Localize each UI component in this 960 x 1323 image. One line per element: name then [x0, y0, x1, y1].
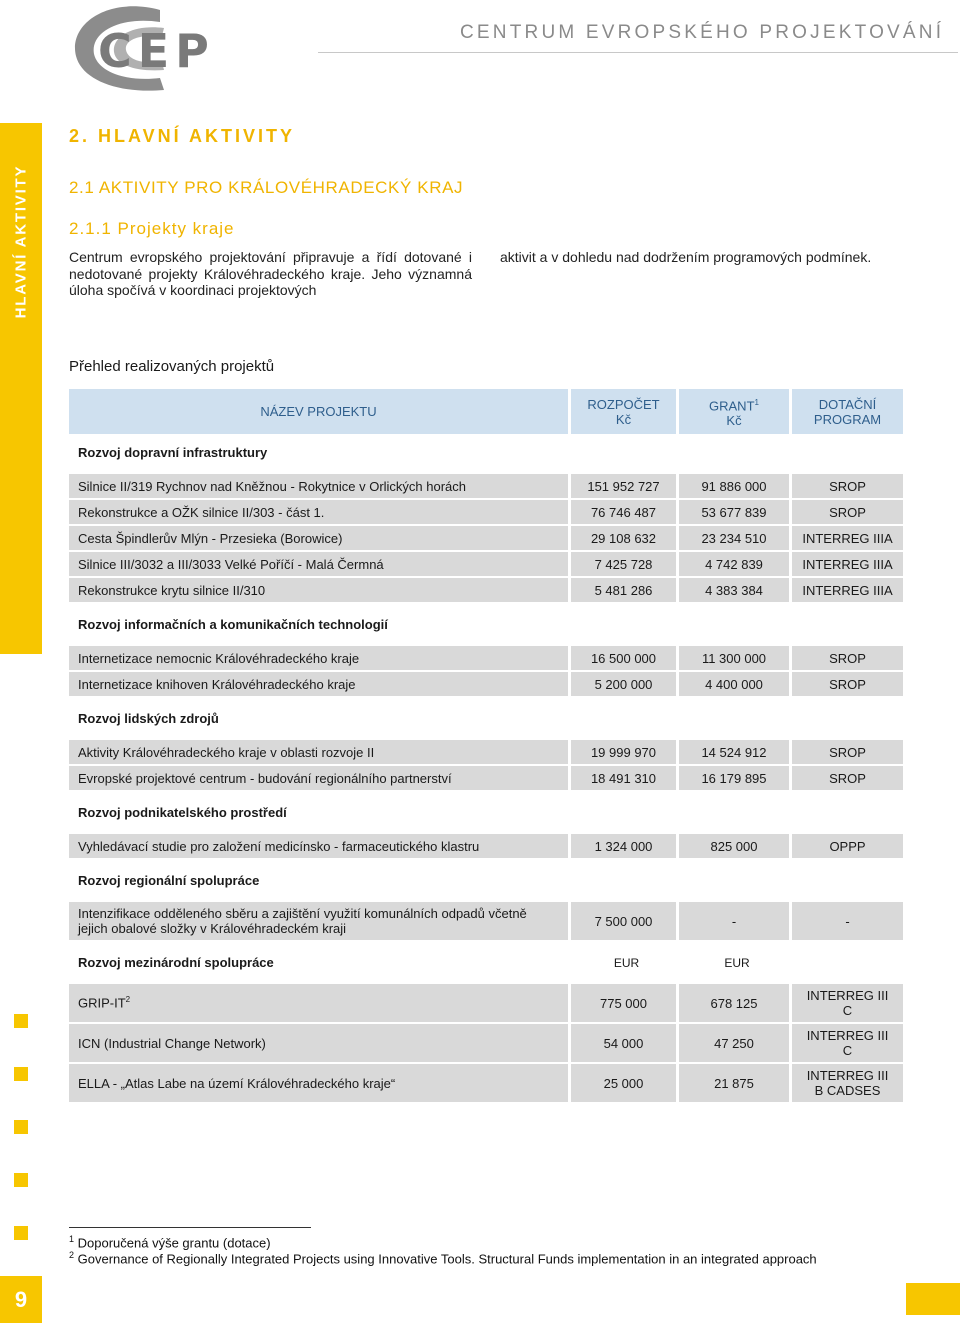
table-row: GRIP-$IT^2$ 775 000 678 125 INTERREG III C: [69, 982, 903, 1022]
category-row: Rozvoj regionální spolupráce: [78, 873, 260, 888]
category-row: Rozvoj informačních a komunikačních technologií: [78, 617, 388, 632]
logo-text: CEP: [98, 24, 215, 78]
table-row: Vyhledávací studie pro založení medicínsko - farmaceutického klastru 1 324 000 825 000 OPPP: [69, 832, 903, 858]
currency-grant: EUR: [724, 956, 750, 970]
table-row: Rekonstrukce a OŽK silnice II/303 - část 1. 76 746 487 53 677 839 SROP: [69, 498, 903, 524]
table-row: Silnice II/319 Rychnov nad Kněžnou - Rokytnice v Orlických horách 151 952 727 91 886 000 SROP: [69, 472, 903, 498]
table-row: Cesta Špindlerův Mlýn - Przesieka (Borowice) 29 108 632 23 234 510 INTERREG IIIA: [69, 524, 903, 550]
bullet-square: [14, 1226, 28, 1240]
footnote-2: $^2$ Governance of Regionally Integrated Projects using Innovative Tools. Structural Funds implementation in an integrated approach: [69, 1250, 817, 1267]
bullet-square: [14, 1120, 28, 1134]
category-row: Rozvoj lidských zdrojů: [78, 711, 219, 726]
footnote-divider: [69, 1227, 311, 1228]
header-name: NÁZEV PROJEKTU: [69, 389, 568, 434]
bullet-square: [14, 1067, 28, 1081]
footnote-1: $^1$ Doporučená výše grantu (dotace): [69, 1234, 271, 1251]
table-row: Silnice III/3032 a III/3033 Velké Poříčí - Malá Čermná 7 425 728 4 742 839 INTERREG IIIA: [69, 550, 903, 576]
page-number: 9: [0, 1276, 42, 1323]
currency-budget: EUR: [613, 956, 640, 970]
bullet-square: [14, 1173, 28, 1187]
intro-paragraph-left: Centrum evropského projektování připravuje a řídí dotované i nedotované projekty Královéhradeckého kraje. Jeho významná úloha spočívá v koordinaci projektových: [69, 249, 472, 298]
table-title: Přehled realizovaných projektů: [69, 358, 275, 375]
category-row: Rozvoj mezinárodní spolupráce EUR EUR: [69, 940, 903, 972]
heading-subsection: 2.1.1 Projekty kraje: [69, 219, 235, 238]
header-divider: [318, 52, 958, 53]
heading-main: 2. HLAVNÍ AKTIVITY: [69, 126, 296, 146]
intro-paragraph-right: aktivit a v dohledu nad dodržením programových podmínek.: [500, 249, 872, 265]
projects-table: [69, 389, 903, 1102]
table-row: Internetizace nemocnic Královéhradeckého kraje 16 500 000 11 300 000 SROP: [69, 644, 903, 670]
heading-section: 2.1 AKTIVITY PRO KRÁLOVÉHRADECKÝ KRAJ: [69, 178, 464, 197]
header-title: CENTRUM EVROPSKÉHO PROJEKTOVÁNÍ: [460, 22, 945, 43]
table-row: Aktivity Královéhradeckého kraje v oblasti rozvoje II 19 999 970 14 524 912 SROP: [69, 738, 903, 764]
table-row: Internetizace knihoven Královéhradeckého kraje 5 200 000 4 400 000 SROP: [69, 670, 903, 696]
table-row: Evropské projektové centrum - budování regionálního partnerství 18 491 310 16 179 895 SROP: [69, 764, 903, 790]
header-budget: ROZPOČET Kč: [568, 389, 676, 434]
bullet-square: [14, 1014, 28, 1028]
table-row: Rekonstrukce krytu silnice II/310 5 481 286 4 383 384 INTERREG IIIA: [69, 576, 903, 602]
category-row: Rozvoj dopravní infrastruktury: [78, 445, 268, 460]
table-header-row: [69, 389, 903, 434]
sidebar-tab: [0, 123, 42, 654]
header-grant: GRANT$^1$ Kč: [676, 389, 789, 434]
corner-block: [906, 1283, 960, 1315]
table-row: Intenzifikace odděleného sběru a zajištění využití komunálních odpadů včetně jejich obalové složky v Královéhradeckém kraji 7 500 000 - -: [69, 900, 903, 940]
category-row: Rozvoj podnikatelského prostředí: [78, 805, 287, 820]
header-program: DOTAČNÍ PROGRAM: [789, 389, 903, 434]
sidebar-label: HLAVNÍ AKTIVITY: [12, 164, 30, 319]
table-row: ICN (Industrial Change Network) 54 000 47 250 INTERREG III C: [69, 1022, 903, 1062]
table-row: ELLA - „Atlas Labe na území Královéhradeckého kraje“ 25 000 21 875 INTERREG III B CADSES: [69, 1062, 903, 1102]
